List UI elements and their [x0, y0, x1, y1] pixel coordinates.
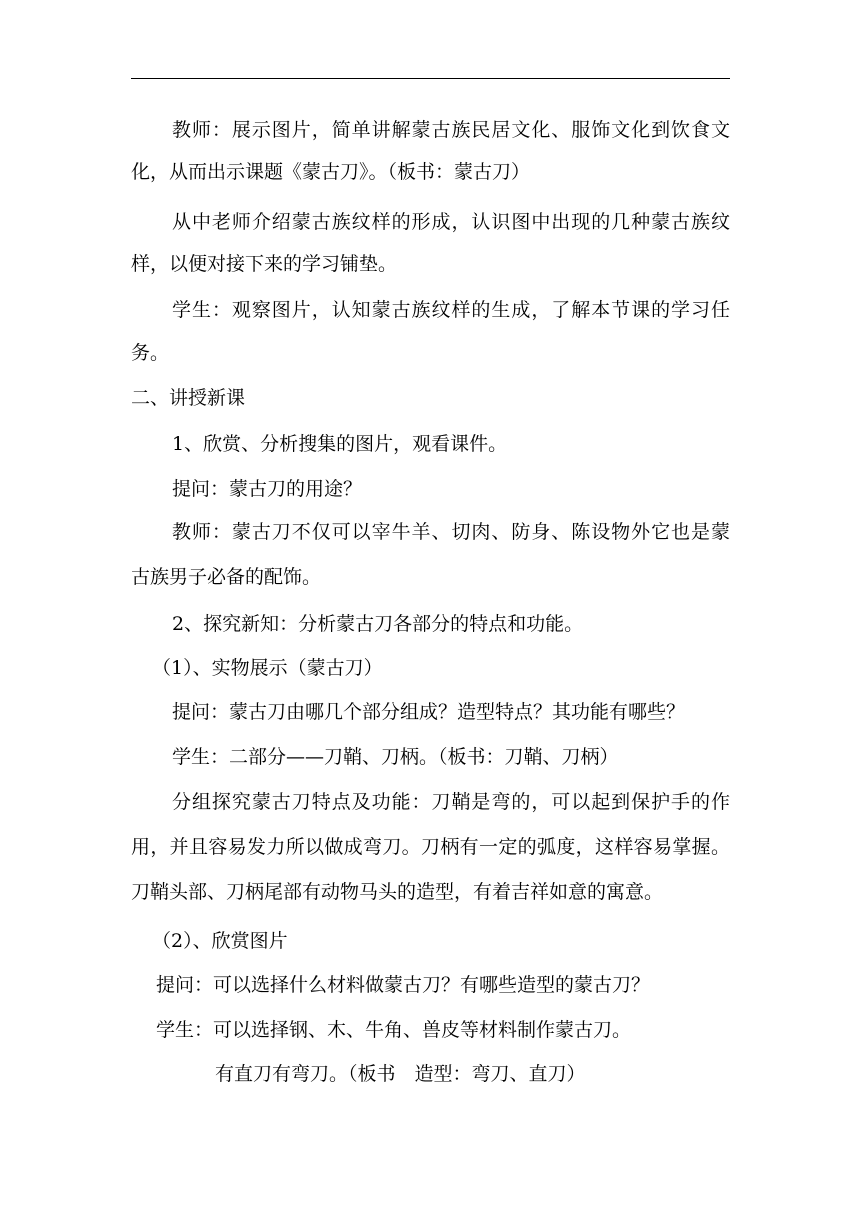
paragraph-line: 务。 [131, 342, 170, 364]
paragraph-line: 样，以便对接下来的学习铺垫。 [131, 253, 398, 275]
paragraph-line: 学生：观察图片，认知蒙古族纹样的生成，了解本节课的学习任 [172, 299, 730, 321]
paragraph-line: 刀鞘头部、刀柄尾部有动物马头的造型，有着吉祥如意的寓意。 [131, 881, 664, 903]
subsection-heading: （2）、欣赏图片 [152, 930, 288, 952]
paragraph-line: 教师：蒙古刀不仅可以宰牛羊、切肉、防身、陈设物外它也是蒙 [172, 521, 730, 543]
paragraph-line: 用，并且容易发力所以做成弯刀。刀柄有一定的弧度，这样容易掌握。 [131, 836, 730, 858]
section-heading: 二、讲授新课 [131, 387, 246, 409]
paragraph-line: 化，从而出示课题《蒙古刀》。（板书：蒙古刀） [131, 161, 531, 183]
paragraph-line: 教师：展示图片，简单讲解蒙古族民居文化、服饰文化到饮食文 [172, 119, 730, 141]
header-rule [131, 78, 730, 79]
paragraph-line: 学生：二部分——刀鞘、刀柄。（板书：刀鞘、刀柄） [172, 746, 619, 768]
paragraph-line: 古族男子必备的配饰。 [131, 566, 322, 588]
paragraph-line: 从中老师介绍蒙古族纹样的形成，认识图中出现的几种蒙古族纹 [172, 211, 730, 233]
paragraph-line: 提问：可以选择什么材料做蒙古刀？有哪些造型的蒙古刀？ [156, 974, 651, 996]
paragraph-line: 2、探究新知：分析蒙古刀各部分的特点和功能。 [172, 613, 584, 635]
paragraph-line: 分组探究蒙古刀特点及功能：刀鞘是弯的，可以起到保护手的作 [172, 791, 730, 813]
paragraph-line: 提问：蒙古刀由哪几个部分组成？造型特点？其功能有哪些？ [172, 701, 686, 723]
paragraph-line: 有直刀有弯刀。（板书 造型：弯刀、直刀） [215, 1063, 586, 1085]
paragraph-line: 学生：可以选择钢、木、牛角、兽皮等材料制作蒙古刀。 [156, 1019, 632, 1041]
subsection-heading: （1）、实物展示（蒙古刀） [152, 657, 383, 679]
paragraph-line: 1、欣赏、分析搜集的图片，观看课件。 [172, 433, 508, 455]
paragraph-line: 提问：蒙古刀的用途？ [172, 478, 363, 500]
